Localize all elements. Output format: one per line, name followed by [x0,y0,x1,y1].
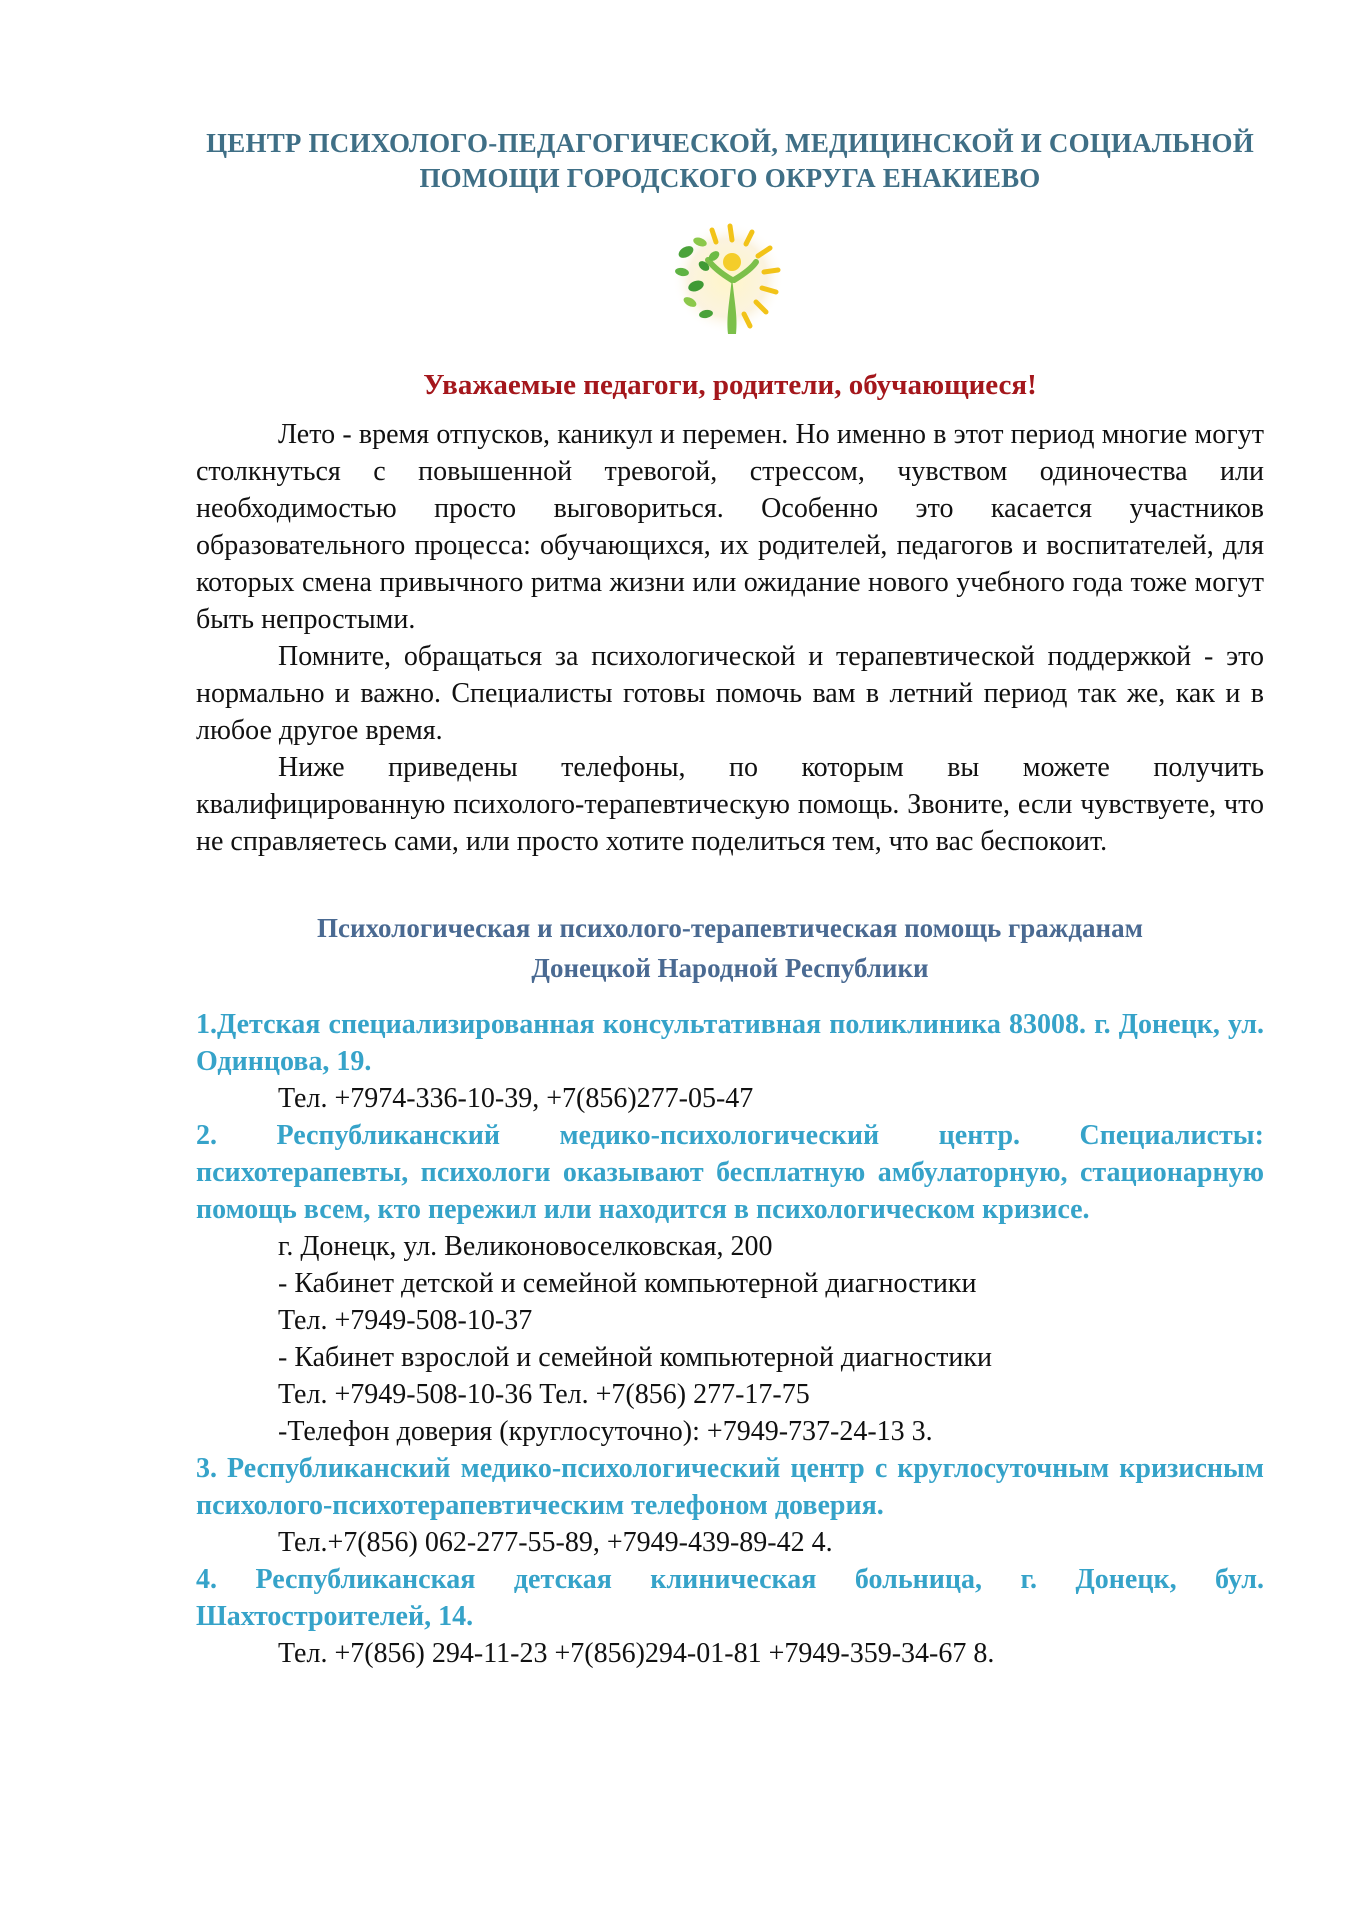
section-heading-line-1: Психологическая и психолого-терапевтическая помощь гражданам [317,913,1143,943]
contact-item-heading: 2. Республиканский медико-психологический центр. Специалисты: психотерапевты, психологи оказывают бесплатную амбулаторную, стационарную помощь всем, кто пережил или находится в психологическом кризисе. [196,1120,1264,1225]
contact-office-line: - Кабинет детской и семейной компьютерной диагностики [278,1268,977,1299]
contact-phone-line: Тел. +7(856) 294-11-23 +7(856)294-01-81 +7949-359-34-67 8. [278,1638,995,1669]
intro-paragraph-3: Ниже приведены телефоны, по которым вы можете получить квалифицированную психолого-терапевтическую помощь. Звоните, если чувствуете, что не справляетесь сами, или просто хотите поделиться тем, что вас беспокоит. [196,752,1264,857]
contact-phone-line: Тел. +7949-508-10-37 [278,1305,533,1336]
organization-title-line-2: ПОМОЩИ ГОРОДСКОГО ОКРУГА ЕНАКИЕВО [419,163,1041,193]
contact-item-1 [196,1006,1264,1117]
intro-paragraph-1: Лето - время отпусков, каникул и перемен. Но именно в этот период многие могут столкнуться с повышенной тревогой, стрессом, чувством одиночества или необходимостью просто выговориться. Особенно это касается участников образовательного процесса: обучающихся, их родителей, педагогов и воспитателей, для которых смена привычного ритма жизни или ожидание нового учебного года тоже могут быть непростыми. [196,419,1264,635]
contact-phone-line: Тел. +7949-508-10-36 Тел. +7(856) 277-17-75 [278,1379,810,1410]
contact-item-2 [196,1117,1264,1450]
organization-title [196,126,1264,196]
intro-paragraph-2: Помните, обращаться за психологической и терапевтической поддержкой - это нормально и важно. Специалисты готовы помочь вам в летний период так же, как и в любое другое время. [196,641,1264,746]
contact-hotline-line: -Телефон доверия (круглосуточно): +7949-737-24-13 3. [278,1416,933,1447]
contact-item-heading: 3. Республиканский медико-психологический центр с круглосуточным кризисным психолого-психотерапевтическим телефоном доверия. [196,1453,1264,1521]
contact-phone-line: Тел.+7(856) 062-277-55-89, +7949-439-89-42 4. [278,1527,833,1558]
section-heading-line-2: Донецкой Народной Республики [531,953,929,983]
section-heading [196,908,1264,988]
sun-tree-person-logo-icon [656,216,796,346]
greeting-heading: Уважаемые педагоги, родители, обучающиеся! [423,369,1037,401]
contact-address-line: г. Донецк, ул. Великоновоселковская, 200 [278,1231,773,1262]
contact-item-heading: 1.Детская специализированная консультативная поликлиника 83008. г. Донецк, ул. Одинцова, 19. [196,1009,1264,1077]
contact-item-3 [196,1450,1264,1561]
organization-title-line-1: ЦЕНТР ПСИХОЛОГО-ПЕДАГОГИЧЕСКОЙ, МЕДИЦИНСКОЙ И СОЦИАЛЬНОЙ [206,128,1254,158]
contact-phone-line: Тел. +7974-336-10-39, +7(856)277-05-47 [278,1083,754,1114]
contact-item-heading: 4. Республиканская детская клиническая больница, г. Донецк, бул. Шахтостроителей, 14. [196,1564,1264,1632]
contact-office-line: - Кабинет взрослой и семейной компьютерной диагностики [278,1342,992,1373]
contact-item-4 [196,1561,1264,1672]
